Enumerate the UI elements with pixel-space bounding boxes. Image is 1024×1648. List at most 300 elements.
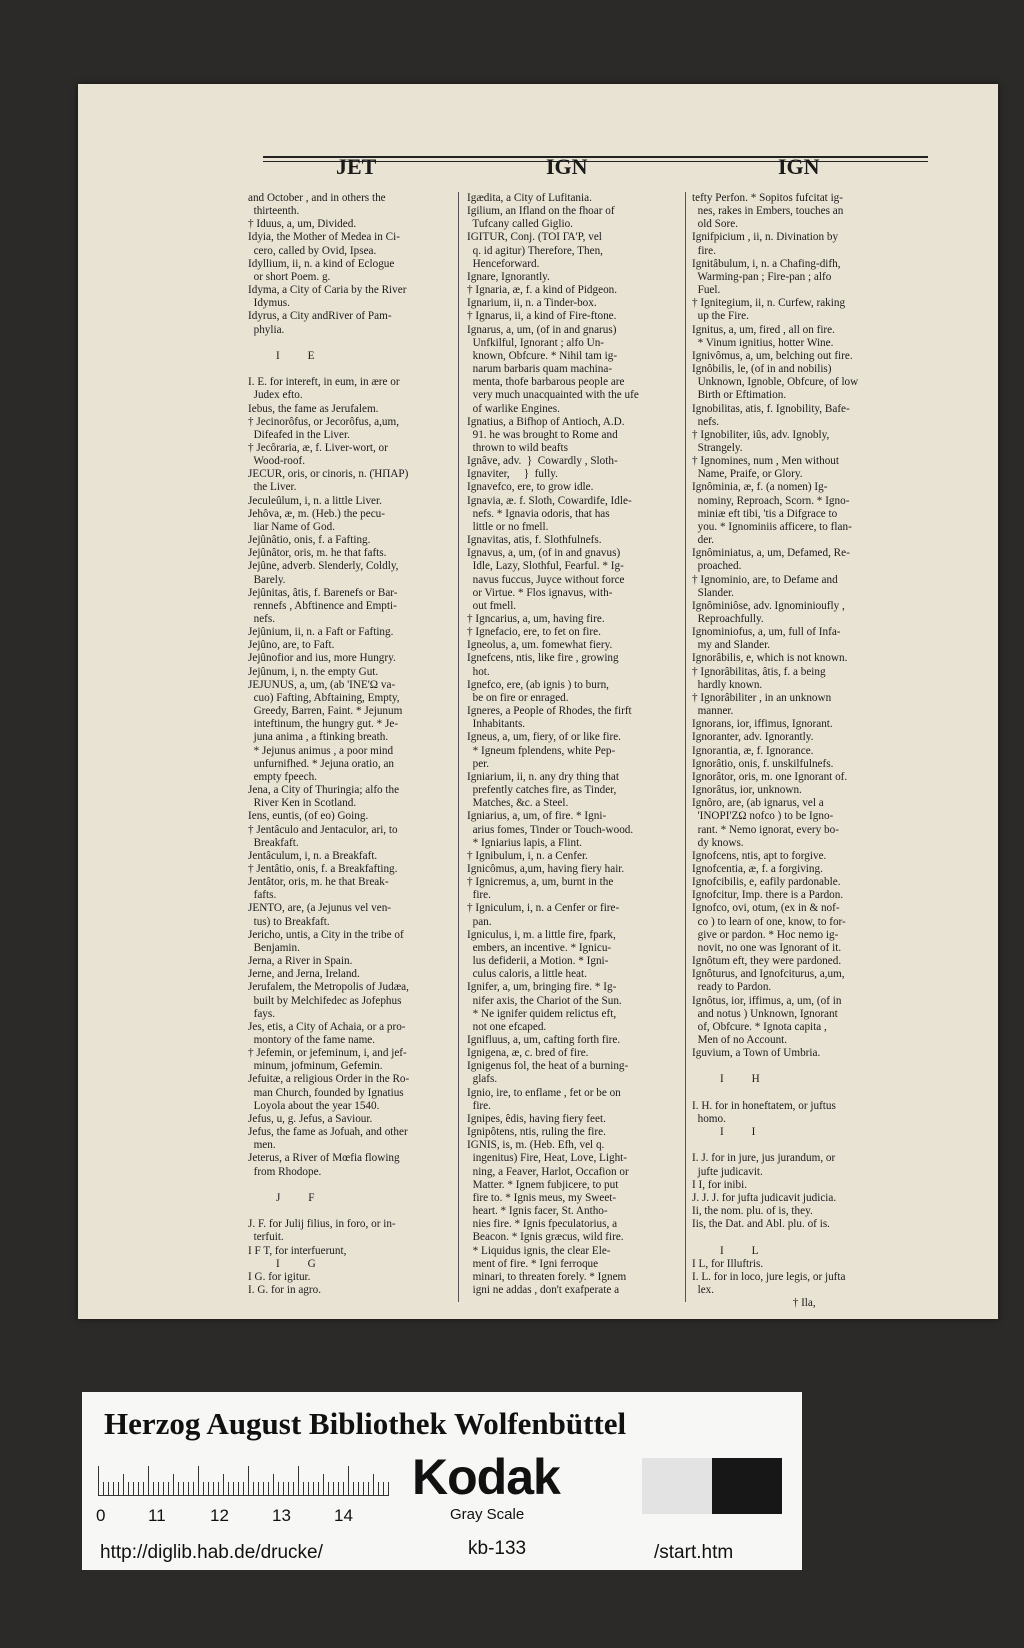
scale-number: 11 xyxy=(148,1506,166,1525)
dictionary-line: † Ignibulum, i, n. a Cenfer. xyxy=(467,849,588,862)
dictionary-line: montory of the fame name. xyxy=(248,1034,376,1046)
dictionary-line: tefty Perfon. * Sopitos fufcitat ig- xyxy=(692,192,844,204)
dictionary-line xyxy=(248,1205,409,1218)
dictionary-line: I E xyxy=(248,349,315,362)
dictionary-line: JECUR, oris, or cinoris, n. (ΉΠΑΡ) xyxy=(248,468,409,481)
dictionary-line: lex. xyxy=(692,1283,715,1296)
dictionary-line: men. xyxy=(248,1139,276,1152)
dictionary-line: Idyia, the Mother of Medea in Ci- xyxy=(248,231,400,244)
dictionary-line: Ignominiofus, a, um, full of Infa- xyxy=(692,626,841,639)
dictionary-line: Men of no Account. xyxy=(692,1034,788,1046)
dictionary-line: † Jefemin, or jefeminum, i, and jef- xyxy=(248,1047,407,1060)
dictionary-line xyxy=(248,363,409,376)
dictionary-line: Jentâculum, i, n. a Breakfaft. xyxy=(248,849,378,862)
dictionary-line: Ignofcens, ntis, apt to forgive. xyxy=(692,849,827,862)
dictionary-line: Matter. * Ignem fubjicere, to put xyxy=(467,1178,619,1191)
ruler-tick xyxy=(178,1482,179,1496)
ruler-tick xyxy=(103,1482,104,1496)
dictionary-line: you. * Ignominiis afficere, to flan- xyxy=(692,520,852,533)
dictionary-line: Idyllium, ii, n. a kind of Eclogue xyxy=(248,257,395,270)
url-left: http://diglib.hab.de/drucke/ xyxy=(100,1542,323,1563)
dictionary-line: Ignifpicium , ii, n. Divination by xyxy=(692,231,839,244)
dictionary-line: not one efcaped. xyxy=(467,1020,547,1033)
dictionary-line: der. xyxy=(692,534,715,547)
dictionary-line: Inhabitants. xyxy=(467,718,526,731)
ruler-tick xyxy=(288,1482,289,1496)
dictionary-line: old Sore. xyxy=(692,218,738,231)
dictionary-line: † Ignaria, æ, f. a kind of Pidgeon. xyxy=(467,284,618,297)
dictionary-line: † Ignarus, ii, a kind of Fire-ftone. xyxy=(467,310,617,323)
dictionary-line: Fuel. xyxy=(692,284,721,297)
dictionary-line: J F xyxy=(248,1191,315,1204)
dictionary-line: out fmell. xyxy=(467,599,517,612)
ruler-tick xyxy=(118,1482,119,1496)
dictionary-line: JEJUNUS, a, um, (ab 'INE'Ω va- xyxy=(248,678,396,691)
dictionary-line: Ignare, Ignorantly. xyxy=(467,270,550,283)
dictionary-line: prefently catches fire, as Tinder, xyxy=(467,784,617,797)
dictionary-line: Ignavus, a, um, (of in and gnavus) xyxy=(467,547,621,560)
dictionary-line: * Liquidus ignis, the clear Ele- xyxy=(467,1244,611,1257)
dictionary-line: J. J. J. for jufta judicavit judicia. xyxy=(692,1191,837,1204)
dictionary-line: † Igniculum, i, n. a Cenfer or fire- xyxy=(467,902,620,915)
dictionary-line: Birth or Eftimation. xyxy=(692,389,787,402)
dictionary-line: * Vinum ignitius, hotter Wine. xyxy=(692,336,834,349)
ruler-tick xyxy=(218,1482,219,1496)
dictionary-line: cero, called by Ovid, Ipsea. xyxy=(248,244,377,257)
ruler-tick xyxy=(168,1482,169,1496)
dictionary-line: of warlike Engines. xyxy=(467,402,560,415)
ruler-tick xyxy=(133,1482,134,1496)
dictionary-line: Ignôminia, æ, f. (a nomen) Ig- xyxy=(692,481,828,494)
dictionary-line: Jena, a City of Thuringia; alfo the xyxy=(248,784,400,797)
dictionary-line: † Jentâtio, onis, f. a Breakfafting. xyxy=(248,862,398,875)
dictionary-line: fire. xyxy=(467,1099,491,1112)
dictionary-line: Jejûne, adverb. Slenderly, Coldly, xyxy=(248,560,399,573)
ruler-tick xyxy=(363,1482,364,1496)
running-head-center: IGN xyxy=(546,154,588,179)
dictionary-line: up the Fire. xyxy=(692,310,749,323)
column-divider-2 xyxy=(685,192,686,1302)
ruler-tick xyxy=(98,1466,99,1496)
dictionary-line: Ignitus, a, um, fired , all on fire. xyxy=(692,323,835,336)
dictionary-line: Ignefcens, ntis, like fire , growing xyxy=(467,652,619,665)
dictionary-line: Ignoranter, adv. Ignorantly. xyxy=(692,731,814,744)
dictionary-line: fire. xyxy=(692,244,716,257)
dictionary-line: Ignofcibilis, e, eafily pardonable. xyxy=(692,876,841,889)
dictionary-line: minari, to threaten forely. * Ignem xyxy=(467,1270,627,1283)
dictionary-line: Ignio, ire, to enflame , fet or be on xyxy=(467,1086,621,1099)
dictionary-line: I G xyxy=(248,1257,316,1270)
dictionary-line: Matches, &c. a Steel. xyxy=(467,797,569,810)
column-1 xyxy=(248,192,409,1297)
dictionary-line: Henceforward. xyxy=(467,257,540,270)
dictionary-line: Jejûnitas, âtis, f. Barenefs or Bar- xyxy=(248,586,398,599)
ruler-tick xyxy=(213,1482,214,1496)
dictionary-line: nies fire. * Ignis fpeculatorius, a xyxy=(467,1218,618,1231)
dictionary-line: minum, jofminum, Gefemin. xyxy=(248,1060,383,1073)
dictionary-line: and October , and in others the xyxy=(248,192,386,204)
dictionary-line: igni ne addas , don't exafperate a xyxy=(467,1283,620,1296)
dictionary-line: novit, no one was Ignorant of it. xyxy=(692,941,842,954)
dictionary-line: thirteenth. xyxy=(248,205,300,218)
ruler-tick xyxy=(188,1482,189,1496)
ruler-scale xyxy=(98,1466,388,1496)
ruler-tick xyxy=(293,1482,294,1496)
dictionary-line: I L xyxy=(692,1244,759,1257)
dictionary-line: or Virtue. * Flos ignavus, with- xyxy=(467,586,613,599)
dictionary-line: Ignorans, ior, iffimus, Ignorant. xyxy=(692,718,833,731)
dictionary-line: miniæ eft tibi, 'tis a Difgrace to xyxy=(692,507,838,520)
dictionary-line: Igilium, an Ifland on the fhoar of xyxy=(467,205,615,218)
dictionary-line: Ignorâtio, onis, f. unskilfulnefs. xyxy=(692,757,834,770)
ruler-tick xyxy=(358,1482,359,1496)
ruler-tick xyxy=(208,1482,209,1496)
dictionary-line: built by Melchifedec as Jofephus xyxy=(248,994,402,1007)
gray-patch-light xyxy=(642,1458,712,1514)
kodak-logo: Kodak xyxy=(412,1449,560,1505)
dictionary-line: Ignivômus, a, um, belching out fire. xyxy=(692,349,853,362)
dictionary-line: or short Poem. g. xyxy=(248,270,331,283)
dictionary-line: nifer axis, the Chariot of the Sun. xyxy=(467,994,622,1007)
dictionary-line: Jerufalem, the Metropolis of Judæa, xyxy=(248,981,409,994)
ruler-tick xyxy=(128,1482,129,1496)
dictionary-line: Jefuitæ, a religious Order in the Ro- xyxy=(248,1073,410,1086)
dictionary-line: Ignorâtor, oris, m. one Ignorant of. xyxy=(692,770,848,783)
ruler-tick xyxy=(268,1482,269,1496)
ruler-tick xyxy=(253,1482,254,1496)
dictionary-line: Jefus, the fame as Jofuah, and other xyxy=(248,1126,408,1139)
dictionary-line: Ignigena, æ, c. bred of fire. xyxy=(467,1047,589,1060)
dictionary-line: Ignarium, ii, n. a Tinder-box. xyxy=(467,297,597,310)
ruler-tick xyxy=(278,1482,279,1496)
dictionary-line: Ignâve, adv. } Cowardly , Sloth- xyxy=(467,455,618,468)
dictionary-line: Ignipes, êdis, having fiery feet. xyxy=(467,1112,606,1125)
ruler-tick xyxy=(348,1466,349,1496)
ruler-tick xyxy=(263,1482,264,1496)
dictionary-line: Igneus, a, um, fiery, of or like fire. xyxy=(467,731,621,744)
dictionary-line: Ignorâtus, ior, unknown. xyxy=(692,784,802,797)
dictionary-line: Jejûnum, i, n. the empty Gut. xyxy=(248,665,379,678)
dictionary-line: Ignipôtens, ntis, ruling the fire. xyxy=(467,1126,606,1139)
dictionary-line: Barely. xyxy=(248,573,286,586)
ruler-tick xyxy=(158,1482,159,1496)
dictionary-line: † Ignorâbilitas, âtis, f. a being xyxy=(692,665,826,678)
dictionary-line: tus) to Breakfaft. xyxy=(248,915,330,928)
dictionary-line: Igniculus, i, m. a little fire, fpark, xyxy=(467,928,616,941)
dictionary-line: the Liver. xyxy=(248,481,297,494)
dictionary-line: Iens, euntis, (of eo) Going. xyxy=(248,810,369,823)
target-card xyxy=(82,1392,802,1570)
ruler-tick xyxy=(193,1482,194,1496)
dictionary-line: * Jejunus animus , a poor mind xyxy=(248,744,394,757)
dictionary-line: 91. he was brought to Rome and xyxy=(467,428,618,441)
dictionary-line: Jejûno, are, to Faft. xyxy=(248,639,335,652)
ruler-tick xyxy=(328,1482,329,1496)
dictionary-line: be on fire or enraged. xyxy=(467,691,569,704)
dictionary-line: inteftinum, the hungry gut. * Je- xyxy=(248,718,399,731)
ruler-tick xyxy=(163,1482,164,1496)
scale-number: 14 xyxy=(334,1506,353,1525)
dictionary-line: nefs. xyxy=(692,415,720,428)
dictionary-line: I. G. for in agro. xyxy=(248,1283,322,1296)
dictionary-line xyxy=(692,1231,858,1244)
dictionary-line: I L, for Illuftris. xyxy=(692,1257,764,1270)
dictionary-line: phylia. xyxy=(248,323,285,336)
url-right: /start.htm xyxy=(654,1542,734,1563)
dictionary-line: I I, for inibi. xyxy=(692,1178,747,1191)
dictionary-line: Judex efto. xyxy=(248,389,303,402)
dictionary-line: Ignôturus, and Ignofciturus, a,um, xyxy=(692,968,845,981)
dictionary-line: menta, thofe barbarous people are xyxy=(467,376,625,389)
dictionary-line: ning, a Feaver, Harlot, Occafion or xyxy=(467,1165,629,1178)
dictionary-line xyxy=(692,1087,858,1100)
dictionary-line: fire. xyxy=(467,889,491,902)
dictionary-line: Loyola about the year 1540. xyxy=(248,1099,380,1112)
dictionary-line: ment of fire. * Igni ferroque xyxy=(467,1257,599,1270)
dictionary-line: Jerna, a River in Spain. xyxy=(248,955,353,968)
dictionary-line: man Church, founded by Ignatius xyxy=(248,1086,404,1099)
scale-number: 12 xyxy=(210,1506,229,1525)
dictionary-line: Benjamin. xyxy=(248,941,300,954)
dictionary-line: fafts. xyxy=(248,889,277,902)
ruler-tick xyxy=(243,1482,244,1496)
ruler-tick xyxy=(298,1466,299,1496)
dictionary-line: IGNIS, is, m. (Heb. Efh, vel q. xyxy=(467,1139,605,1152)
dictionary-line: Ignarus, a, um, (of in and gnarus) xyxy=(467,323,617,336)
scale-number: 13 xyxy=(272,1506,291,1525)
column-divider-1 xyxy=(458,192,459,1302)
dictionary-line: I G. for igitur. xyxy=(248,1270,311,1283)
dictionary-line: † Ignitegium, ii, n. Curfew, raking xyxy=(692,297,846,310)
ruler-tick xyxy=(123,1474,124,1496)
ruler-tick xyxy=(248,1466,249,1496)
dictionary-line: Ignifer, a, um, bringing fire. * Ig- xyxy=(467,981,617,994)
dictionary-line: juna anima , a ftinking breath. xyxy=(248,731,389,744)
dictionary-line: Difeafed in the Liver. xyxy=(248,428,350,441)
dictionary-line: thrown to wild beafts xyxy=(467,441,568,454)
dictionary-line: River Ken in Scotland. xyxy=(248,797,357,810)
dictionary-line: Iebus, the fame as Jerufalem. xyxy=(248,402,379,415)
dictionary-line: Ignorantia, æ, f. Ignorance. xyxy=(692,744,814,757)
ruler-tick xyxy=(183,1482,184,1496)
dictionary-line: Wood-roof. xyxy=(248,455,305,468)
ruler-tick xyxy=(258,1482,259,1496)
dictionary-line: Ignavitas, atis, f. Slothfulnefs. xyxy=(467,534,602,547)
dictionary-line: I F T, for interfuerunt, xyxy=(248,1244,347,1257)
dictionary-line: homo. xyxy=(692,1112,726,1125)
dictionary-line: Breakfaft. xyxy=(248,836,299,849)
ruler-tick xyxy=(108,1482,109,1496)
dictionary-line: cuo) Fafting, Abftaining, Empty, xyxy=(248,691,400,704)
dictionary-line: Ignofco, ovi, otum, (ex in & nof- xyxy=(692,902,840,915)
dictionary-line: I H xyxy=(692,1073,760,1086)
ruler-tick xyxy=(388,1482,389,1496)
dictionary-line: Igniarium, ii, n. any dry thing that xyxy=(467,770,619,783)
dictionary-line: Ignofcitur, Imp. there is a Pardon. xyxy=(692,889,844,902)
dictionary-line: give or pardon. * Hoc nemo ig- xyxy=(692,928,839,941)
dictionary-line: Ignorâbilis, e, which is not known. xyxy=(692,652,848,665)
dictionary-line xyxy=(248,1179,409,1192)
ruler-tick xyxy=(313,1482,314,1496)
dictionary-line: Jejûnium, ii, n. a Faft or Fafting. xyxy=(248,626,394,639)
dictionary-line: Tufcany called Giglio. xyxy=(467,218,573,231)
dictionary-line: Strangely. xyxy=(692,441,743,454)
ruler-tick xyxy=(373,1474,374,1496)
running-head-left: JET xyxy=(336,154,377,179)
ruler-tick xyxy=(143,1482,144,1496)
ruler-tick xyxy=(283,1482,284,1496)
dictionary-line: rennefs , Abftinence and Empti- xyxy=(248,599,397,612)
dictionary-line: manner. xyxy=(692,705,734,718)
dictionary-line: terfuit. xyxy=(248,1231,284,1244)
dictionary-line: † Ignorâbiliter , in an unknown xyxy=(692,691,832,704)
dictionary-line: † Ignominio, are, to Defame and xyxy=(692,573,838,586)
dictionary-line: † Jentâculo and Jentaculor, ari, to xyxy=(248,823,398,836)
dictionary-line xyxy=(248,337,409,350)
dictionary-line: * Igniarius lapis, a Flint. xyxy=(467,836,582,849)
ruler-tick xyxy=(318,1482,319,1496)
dictionary-line: † Jecinorôfus, or Jecorôfus, a,um, xyxy=(248,415,399,428)
dictionary-line: Reproachfully. xyxy=(692,613,764,625)
dictionary-line: heart. * Ignis facer, St. Antho- xyxy=(467,1205,608,1218)
dictionary-line: per. xyxy=(467,757,490,770)
dictionary-line: rant. * Nemo ignorat, every bo- xyxy=(692,823,839,836)
ruler-tick xyxy=(333,1482,334,1496)
dictionary-line: I. J. for in jure, jus jurandum, or xyxy=(692,1152,836,1165)
dictionary-line: proached. xyxy=(692,560,742,573)
dictionary-line: Ignôtum eft, they were pardoned. xyxy=(692,955,842,968)
dictionary-line: Jefus, u, g. Jefus, a Saviour. xyxy=(248,1112,373,1125)
scale-number: 0 xyxy=(96,1506,106,1525)
gray-scale-label: Gray Scale xyxy=(450,1506,525,1523)
dictionary-line: Jentâtor, oris, m. he that Break- xyxy=(248,876,389,889)
dictionary-line: Ignaviter, } fully. xyxy=(467,468,558,481)
dictionary-line: Ignavia, æ. f. Sloth, Cowardife, Idle- xyxy=(467,494,632,507)
dictionary-line: Ignofcentia, æ, f. a forgiving. xyxy=(692,862,823,875)
dictionary-line: Idle, Lazy, Slothful, Fearful. * Ig- xyxy=(467,560,624,573)
dictionary-line: Jes, etis, a City of Achaia, or a pro- xyxy=(248,1020,406,1033)
dictionary-line: jufte judicavit. xyxy=(692,1165,763,1178)
dictionary-line: nefs. * Ignavia odoris, that has xyxy=(467,507,610,520)
dictionary-line: Igædita, a City of Lufitania. xyxy=(467,192,592,204)
column-3 xyxy=(692,192,858,1310)
ruler-tick xyxy=(368,1482,369,1496)
dictionary-line: † Igncarius, a, um, having fire. xyxy=(467,613,605,625)
dictionary-line: I I xyxy=(692,1126,756,1139)
running-head-right: IGN xyxy=(778,154,820,179)
dictionary-line: pan. xyxy=(467,915,492,928)
dictionary-line: † Ignomines, num , Men without xyxy=(692,455,839,468)
dictionary-line: embers, an incentive. * Ignicu- xyxy=(467,941,612,954)
dictionary-line: * Ne ignifer quidem relictus eft, xyxy=(467,1007,617,1020)
dictionary-line: nominy, Reproach, Scorn. * Igno- xyxy=(692,494,850,507)
dictionary-line: Jerne, and Jerna, Ireland. xyxy=(248,968,360,981)
dictionary-line: nefs. xyxy=(248,613,276,625)
dictionary-line: and notus ) Unknown, Ignorant xyxy=(692,1007,838,1020)
dictionary-line: Idyrus, a City andRiver of Pam- xyxy=(248,310,392,323)
dictionary-line: empty fpeech. xyxy=(248,770,317,783)
catalog-code: kb-133 xyxy=(468,1538,527,1559)
dictionary-line: Ignôminiôse, adv. Ignominioufly , xyxy=(692,599,845,612)
dictionary-line: † Iduus, a, um, Divided. xyxy=(248,218,357,231)
dictionary-line: liar Name of God. xyxy=(248,520,335,533)
dictionary-line: I. L. for in loco, jure legis, or jufta xyxy=(692,1270,846,1283)
column-2 xyxy=(467,192,639,1297)
dictionary-line: Ignobilitas, atis, f. Ignobility, Bafe- xyxy=(692,402,850,415)
dictionary-line: Jeterus, a River of Mœfia flowing xyxy=(248,1152,400,1165)
dictionary-line: Igneres, a People of Rhodes, the firft xyxy=(467,705,632,718)
dictionary-line: nes, rakes in Embers, touches an xyxy=(692,205,844,218)
dictionary-line: hardly known. xyxy=(692,678,763,691)
dictionary-line: Jeculeûlum, i, n. a little Liver. xyxy=(248,494,382,507)
dictionary-line: Ignefco, ere, (ab ignis ) to burn, xyxy=(467,678,609,691)
dictionary-line: navus fuccus, Juyce without force xyxy=(467,573,625,586)
ruler-tick xyxy=(353,1482,354,1496)
dictionary-line: fire to. * Ignis meus, my Sweet- xyxy=(467,1191,617,1204)
dictionary-line: arius fomes, Tinder or Touch-wood. xyxy=(467,823,634,836)
ruler-tick xyxy=(203,1482,204,1496)
dictionary-line: little or no fmell. xyxy=(467,520,549,533)
dictionary-line: Ignôbilis, le, (of in and nobilis) xyxy=(692,363,832,376)
dictionary-line: I. E. for intereft, in eum, in ære or xyxy=(248,376,400,389)
ruler-tick xyxy=(343,1482,344,1496)
dictionary-line: † Ila, xyxy=(692,1297,816,1310)
dictionary-line: † Ignobiliter, iûs, adv. Ignobly, xyxy=(692,428,830,441)
dictionary-line: IGITUR, Conj. (ΤΟΙ ΓΑ'Ρ, vel xyxy=(467,231,602,244)
dictionary-line: Ignifluus, a, um, cafting forth fire. xyxy=(467,1034,621,1046)
library-title: Herzog August Bibliothek Wolfenbüttel xyxy=(104,1406,627,1441)
dictionary-line: known, Obfcure. * Nihil tam ig- xyxy=(467,349,618,362)
ruler-tick xyxy=(138,1482,139,1496)
ruler-tick xyxy=(228,1482,229,1496)
dictionary-line: of, Obfcure. * Ignota capita , xyxy=(692,1020,827,1033)
dictionary-line: Jejûnofior and ius, more Hungry. xyxy=(248,652,396,665)
dictionary-line: Idymus. xyxy=(248,297,290,310)
dictionary-line: Idyma, a City of Caria by the River xyxy=(248,284,407,297)
ruler-tick xyxy=(338,1482,339,1496)
dictionary-line xyxy=(692,1060,858,1073)
ruler-tick xyxy=(198,1466,199,1496)
dictionary-line: glafs. xyxy=(467,1073,498,1086)
ruler-tick xyxy=(113,1482,114,1496)
ruler-tick xyxy=(383,1482,384,1496)
dictionary-line: ready to Pardon. xyxy=(692,981,772,994)
dictionary-line: lus defiderii, a Motion. * Igni- xyxy=(467,955,609,968)
dictionary-line: culus caloris, a little heat. xyxy=(467,968,587,981)
ruler-tick xyxy=(148,1466,149,1496)
dictionary-line: Ignôminiatus, a, um, Defamed, Re- xyxy=(692,547,850,560)
dictionary-line: Name, Praife, or Glory. xyxy=(692,468,803,481)
dictionary-line: Ignigenus fol, the heat of a burning- xyxy=(467,1060,629,1073)
dictionary-line: Igniarius, a, um, of fire. * Igni- xyxy=(467,810,607,823)
dictionary-line: from Rhodope. xyxy=(248,1165,322,1178)
dictionary-line: Warming-pan ; Fire-pan ; alfo xyxy=(692,270,832,283)
dictionary-line: JENTO, are, (a Jejunus vel ven- xyxy=(248,902,392,915)
dictionary-line: q. id agitur) Therefore, Then, xyxy=(467,244,603,257)
dictionary-line: co ) to learn of one, know, to for- xyxy=(692,915,846,928)
dictionary-line: Ii, the nom. plu. of is, they. xyxy=(692,1205,813,1218)
dictionary-line xyxy=(692,1139,858,1152)
dictionary-line: Unknown, Ignoble, Obfcure, of low xyxy=(692,376,859,389)
dictionary-line: Iis, the Dat. and Abl. plu. of is. xyxy=(692,1218,830,1231)
dictionary-line: Greedy, Barren, Faint. * Jejunum xyxy=(248,705,403,718)
dictionary-line: unfurnifhed. * Jejuna oratio, an xyxy=(248,757,395,770)
ruler-tick xyxy=(323,1474,324,1496)
ruler-tick xyxy=(223,1474,224,1496)
dictionary-line: Ignitâbulum, i, n. a Chafing-difh, xyxy=(692,257,841,270)
dictionary-line: ingenitus) Fire, Heat, Love, Light- xyxy=(467,1152,628,1165)
dictionary-line: fays. xyxy=(248,1007,276,1020)
